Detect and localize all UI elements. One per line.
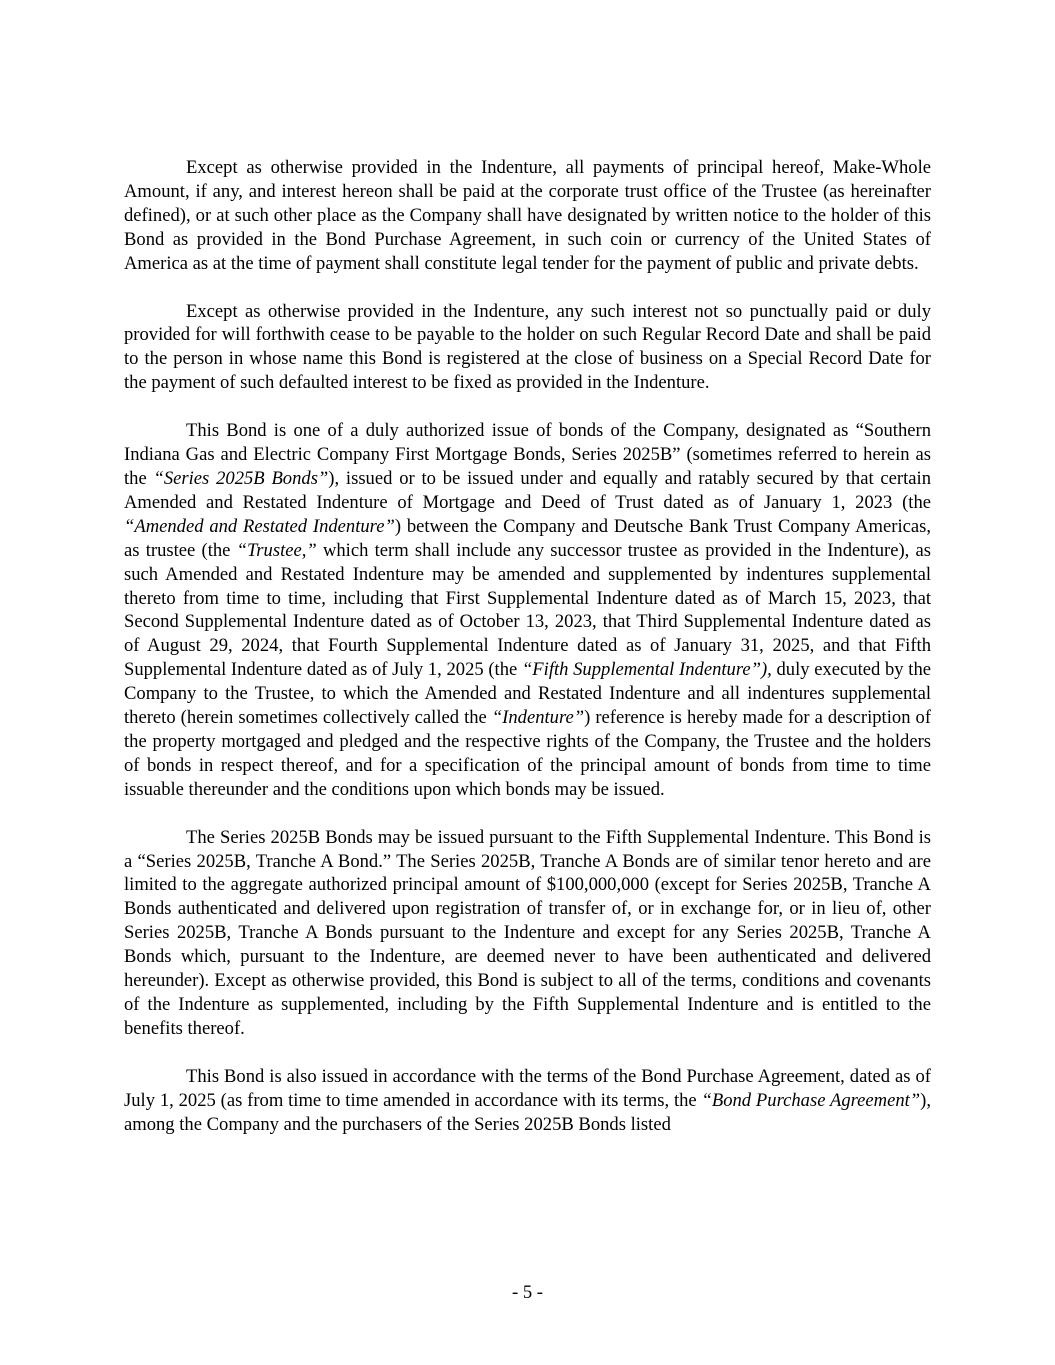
text-run: This Bond is one of a duly authorized issue of bonds of the Company, designated as “Southern Indiana Gas and Electric Company First Mortgage Bonds, Series 2025B” (sometimes referred to herein as the <box>124 420 931 489</box>
defined-term: “Trustee,” <box>236 539 317 561</box>
text-run: Except as otherwise provided in the Indenture, any such interest not so punctually paid or duly provided for will forthwith cease to be payable to the holder on such Regular Record Date and shall be paid to the person in whose name this Bond is registered at the close of business on a Special Record Date for the payment of such defaulted interest to be fixed as provided in the Indenture. <box>124 300 931 394</box>
text-run: Except as otherwise provided in the Indenture, all payments of principal hereof, Make-Whole Amount, if any, and interest hereon shall be paid at the corporate trust office of the Trustee (as hereinafter defined), or at such other place as the Company shall have designated by written notice to the holder of this Bond as provided in the Bond Purchase Agreement, in such coin or currency of the United States of America as at the time of payment shall constitute legal tender for the payment of public and private debts. <box>124 157 931 274</box>
text-run: This Bond is also issued in accordance with the terms of the Bond Purchase Agreement, dated as of July 1, 2025 (as from time to time amended in accordance with its terms, the <box>124 1065 931 1111</box>
text-run: duly executed by the Company to the Trustee, to which the Amended and Restated Indenture and all indentures supplemental thereto (herein sometimes collectively called the <box>124 659 931 729</box>
defined-term: “Indenture” <box>491 707 585 729</box>
paragraph-bond-purchase-agreement <box>124 1065 931 1137</box>
defined-term: “Bond Purchase Agreement” <box>701 1089 921 1111</box>
paragraph-bond-designation <box>124 419 931 802</box>
text-run: ) reference is hereby made for a description of the property mortgaged and pledged and the respective rights of the Company, the Trustee and the holders of bonds in respect thereof, and for a specification of the principal amount of bonds from time to time issuable thereunder and the conditions upon which bonds may be issued. <box>124 707 932 800</box>
page-number: - 5 - <box>512 1282 543 1303</box>
defined-term: “Amended and Restated Indenture” <box>124 515 395 537</box>
paragraph-defaulted-interest <box>124 300 931 396</box>
document-page <box>124 156 931 1161</box>
paragraph-series-tranche <box>124 826 931 1041</box>
paragraph-payments <box>124 156 931 276</box>
text-run: ) between the Company and Deutsche Bank Trust Company Americas, as trustee (the <box>124 515 932 561</box>
defined-term: “Series 2025B Bonds” <box>153 467 329 489</box>
text-run: The Series 2025B Bonds may be issued pursuant to the Fifth Supplemental Indenture. This Bond is a “Series 2025B, Tranche A Bond.” The Series 2025B, Tranche A Bonds are of similar tenor hereto and are limited to the aggregate authorized principal amount of $100,000,000 (except for Series 2025B, Tranche A Bonds authenticated and delivered upon registration of transfer of, or in exchange for, or in lieu of, other Series 2025B, Tranche A Bonds pursuant to the Indenture and except for any Series 2025B, Tranche A Bonds which, pursuant to the Indenture, are deemed never to have been authenticated and delivered hereunder). Except as otherwise provided, this Bond is subject to all of the terms, conditions and covenants of the Indenture as supplemented, including by the Fifth Supplemental Indenture and is entitled to the benefits thereof. <box>124 826 931 1039</box>
text-run: ), among the Company and the purchasers of the Series 2025B Bonds listed <box>124 1089 931 1135</box>
text-run: ), issued or to be issued under and equally and ratably secured by that certain Amended and Restated Indenture of Mortgage and Deed of Trust dated as of January 1, 2023 (the <box>124 467 931 513</box>
text-run: which term shall include any successor trustee as provided in the Indenture), as such Amended and Restated Indenture may be amended and supplemented by indentures supplemental thereto from time to time, including that First Supplemental Indenture dated as of March 15, 2023, that Second Supplemental Indenture dated as of October 13, 2023, that Third Supplemental Indenture dated as of August 29, 2024, that Fourth Supplemental Indenture dated as of January 31, 2025, and that Fifth Supplemental Indenture dated as of July 1, 2025 (the <box>124 539 931 681</box>
defined-term: “Fifth Supplemental Indenture”), <box>521 659 772 681</box>
